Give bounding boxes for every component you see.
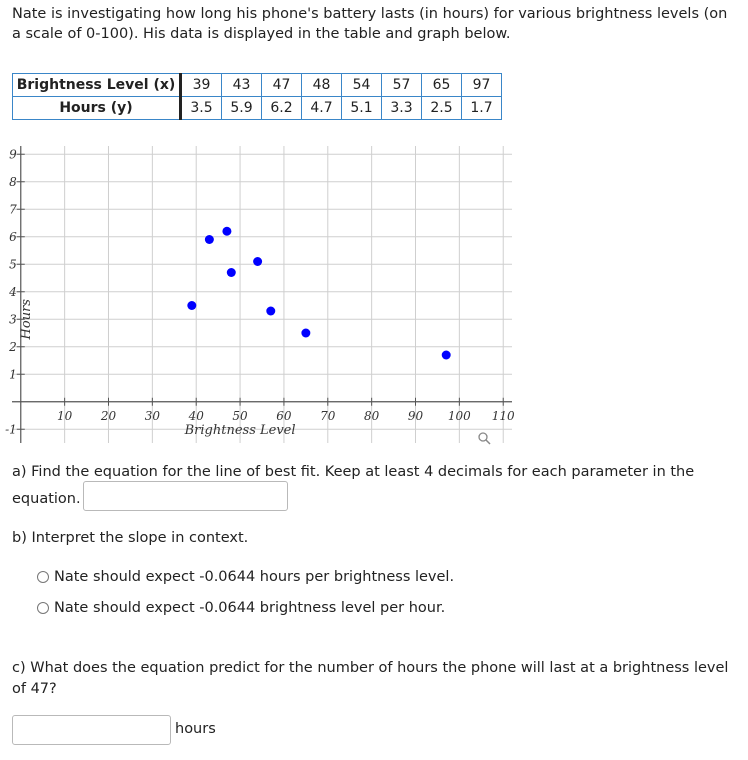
radio-button[interactable] xyxy=(37,602,49,614)
hours-unit-label: hours xyxy=(175,721,216,737)
question-c-text: c) What does the equation predict for the number of hours the phone will last at a brightness level of 47? xyxy=(12,660,729,697)
scatter-plot xyxy=(0,138,520,450)
x-tick-label: 70 xyxy=(320,408,336,423)
x-tick-label: 60 xyxy=(276,408,292,423)
x-value-cell: 54 xyxy=(342,74,382,97)
y-value-cell: 4.7 xyxy=(302,97,342,120)
data-point xyxy=(442,351,451,360)
x-tick-label: 80 xyxy=(364,408,380,423)
y-tick-label: 2 xyxy=(9,339,17,354)
data-point xyxy=(187,301,196,310)
x-value-cell: 39 xyxy=(181,74,222,97)
y-tick-label: 5 xyxy=(9,257,17,272)
x-tick-label: 50 xyxy=(232,408,248,423)
option-label: Nate should expect -0.0644 brightness level per hour. xyxy=(54,600,446,616)
equation-input[interactable] xyxy=(83,481,288,511)
x-value-cell: 97 xyxy=(462,74,502,97)
data-point xyxy=(253,257,262,266)
data-table xyxy=(12,73,502,120)
y-axis-label: Hours xyxy=(19,299,34,340)
y-tick-label: 4 xyxy=(9,284,17,299)
y-tick-label: 8 xyxy=(9,174,17,189)
problem-intro: Nate is investigating how long his phone's battery lasts (in hours) for various brightness levels (on a scale of 0-100). His data is displayed in the table and graph below. xyxy=(12,6,728,42)
x-tick-label: 40 xyxy=(188,408,204,423)
data-point xyxy=(205,235,214,244)
radio-button[interactable] xyxy=(37,571,49,583)
x-axis-label: Brightness Level xyxy=(184,422,296,438)
data-point xyxy=(227,268,236,277)
y-value-cell: 6.2 xyxy=(262,97,302,120)
y-value-cell: 3.3 xyxy=(382,97,422,120)
magnifier-icon[interactable] xyxy=(479,433,490,444)
y-tick-label: -1 xyxy=(5,422,17,437)
question-b-text: b) Interpret the slope in context. xyxy=(12,530,249,546)
x-tick-label: 20 xyxy=(100,408,117,423)
slope-option-2[interactable] xyxy=(37,600,445,616)
y-value-cell: 2.5 xyxy=(422,97,462,120)
x-value-cell: 43 xyxy=(222,74,262,97)
y-tick-label: 6 xyxy=(9,229,17,244)
x-tick-label: 100 xyxy=(447,408,471,423)
data-point xyxy=(222,227,231,236)
y-value-cell: 5.1 xyxy=(342,97,382,120)
y-value-cell: 3.5 xyxy=(181,97,222,120)
x-tick-label: 110 xyxy=(491,408,515,423)
x-tick-label: 30 xyxy=(144,408,160,423)
table-row-y xyxy=(13,97,502,120)
slope-option-1[interactable] xyxy=(37,569,454,585)
x-value-cell: 48 xyxy=(302,74,342,97)
table-header-y: Hours (y) xyxy=(13,97,181,120)
y-value-cell: 5.9 xyxy=(222,97,262,120)
data-point xyxy=(301,329,310,338)
prediction-input[interactable] xyxy=(12,715,171,745)
x-value-cell: 65 xyxy=(422,74,462,97)
option-label: Nate should expect -0.0644 hours per brightness level. xyxy=(54,569,455,585)
x-value-cell: 47 xyxy=(262,74,302,97)
x-tick-label: 10 xyxy=(56,408,73,423)
y-tick-label: 9 xyxy=(9,147,17,162)
y-tick-label: 7 xyxy=(9,202,17,217)
y-tick-label: 3 xyxy=(9,312,17,327)
x-value-cell: 57 xyxy=(382,74,422,97)
question-a-text: a) Find the equation for the line of best fit. Keep at least 4 decimals for each parameter in the equation. xyxy=(12,464,695,507)
data-point xyxy=(266,307,275,316)
table-row-x xyxy=(13,74,502,97)
table-header-x: Brightness Level (x) xyxy=(13,74,181,97)
x-tick-label: 90 xyxy=(407,408,424,423)
y-value-cell: 1.7 xyxy=(462,97,502,120)
y-tick-label: 1 xyxy=(9,367,17,382)
